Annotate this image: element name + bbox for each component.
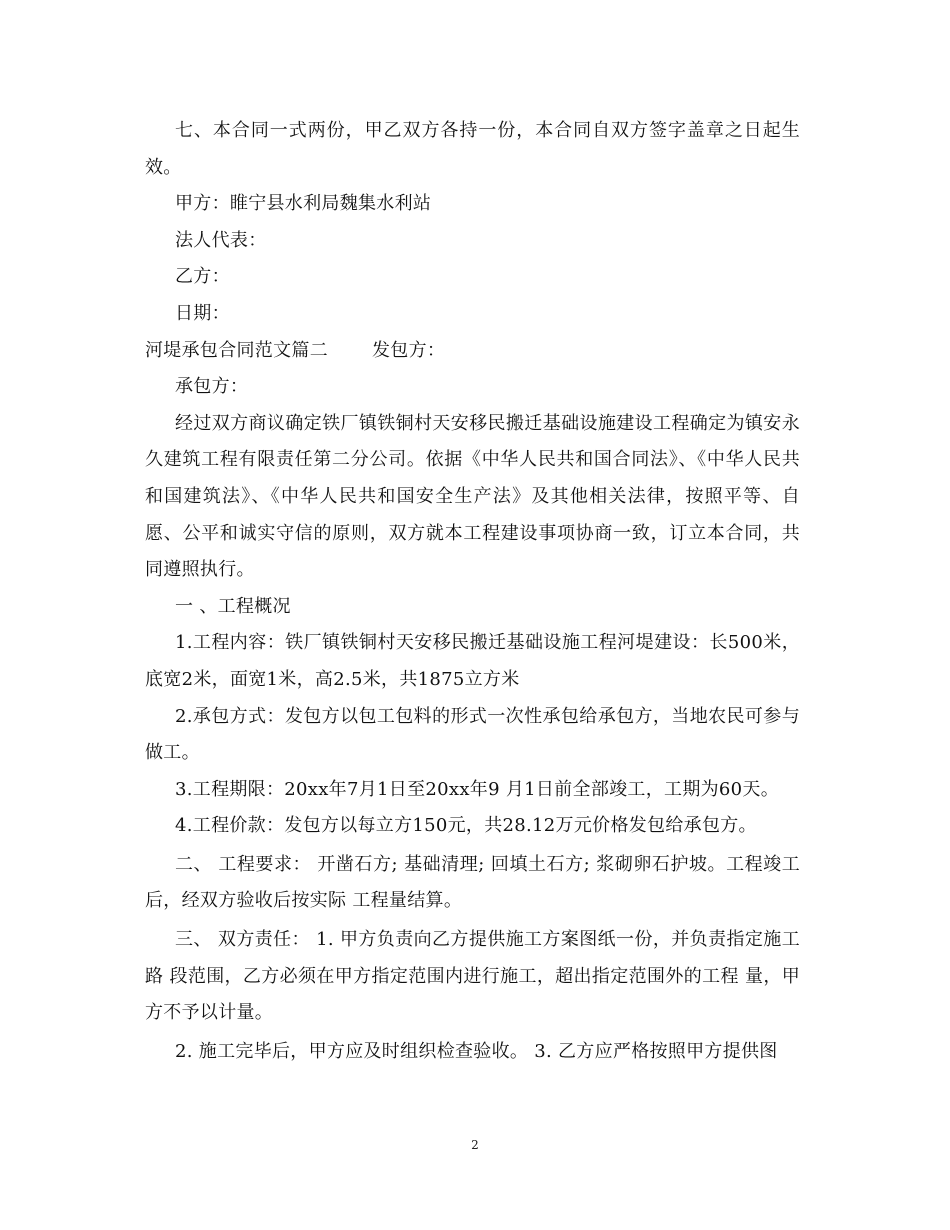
contractor-issuer-label: 发包方： [372,339,446,361]
contractor-line: 承包方： [175,376,249,398]
preamble-paragraph: 经过双方商议确定铁厂镇铁铜村天安移民搬迁基础设施建设工程确定为镇安永久建筑工程有限责任第二分公司。依据《中华人民共和国合同法》、《中华人民共和国建筑法》、《中华人民共和国安全生产法》及其他相关法律，按照平等、自愿、公平和诚实守信的原则，双方就本工程建设事项协商一致，订立本合同，共同遵照执行。 [145,412,800,581]
clause-seven: 七、本合同一式两份，甲乙双方各持一份，本合同自双方签字盖章之日起生效。 [145,120,800,178]
section-responsibilities: 三、 双方责任： 1. 甲方负责向乙方提供施工方案图纸一份，并负责指定施工路 段范围，乙方必须在甲方指定范围内进行施工，超出指定范围外的工程 量，甲方不予以计量。 [145,929,800,1024]
section-title-line [145,333,800,370]
section-title: 河堤承包合同范文篇二 [145,339,328,361]
responsibility-items: 2. 施工完毕后，甲方应及时组织检查验收。 3. 乙方应严格按照甲方提供图 [175,1040,778,1062]
page-number: 2 [471,1138,479,1152]
date-line: 日期： [175,302,230,324]
legal-representative-line: 法人代表： [175,229,267,251]
item-project-content: 1.工程内容：铁厂镇铁铜村天安移民搬迁基础设施工程河堤建设：长500米，底宽2米，面宽1米，高2.5米，共1875立方米 [145,632,800,690]
party-a-line: 甲方：睢宁县水利局魏集水利站 [175,193,432,215]
heading-project-overview: 一 、工程概况 [175,595,291,617]
item-project-price: 4.工程价款：发包方以每立方150元，共28.12万元价格发包给承包方。 [175,815,757,837]
party-b-line: 乙方： [175,266,230,288]
document-body [145,113,800,1070]
item-contract-method: 2.承包方式：发包方以包工包料的形式一次性承包给承包方，当地农民可参与做工。 [145,705,800,764]
item-project-duration: 3.工程期限：20xx年7月1日至20xx年9 月1日前全部竣工，工期为60天。 [175,778,780,800]
section-project-requirements: 二、 工程要求： 开凿石方; 基础清理; 回填土石方; 浆砌卵石护坡。工程竣工后，经双方验收后按实际 工程量结算。 [145,853,800,912]
